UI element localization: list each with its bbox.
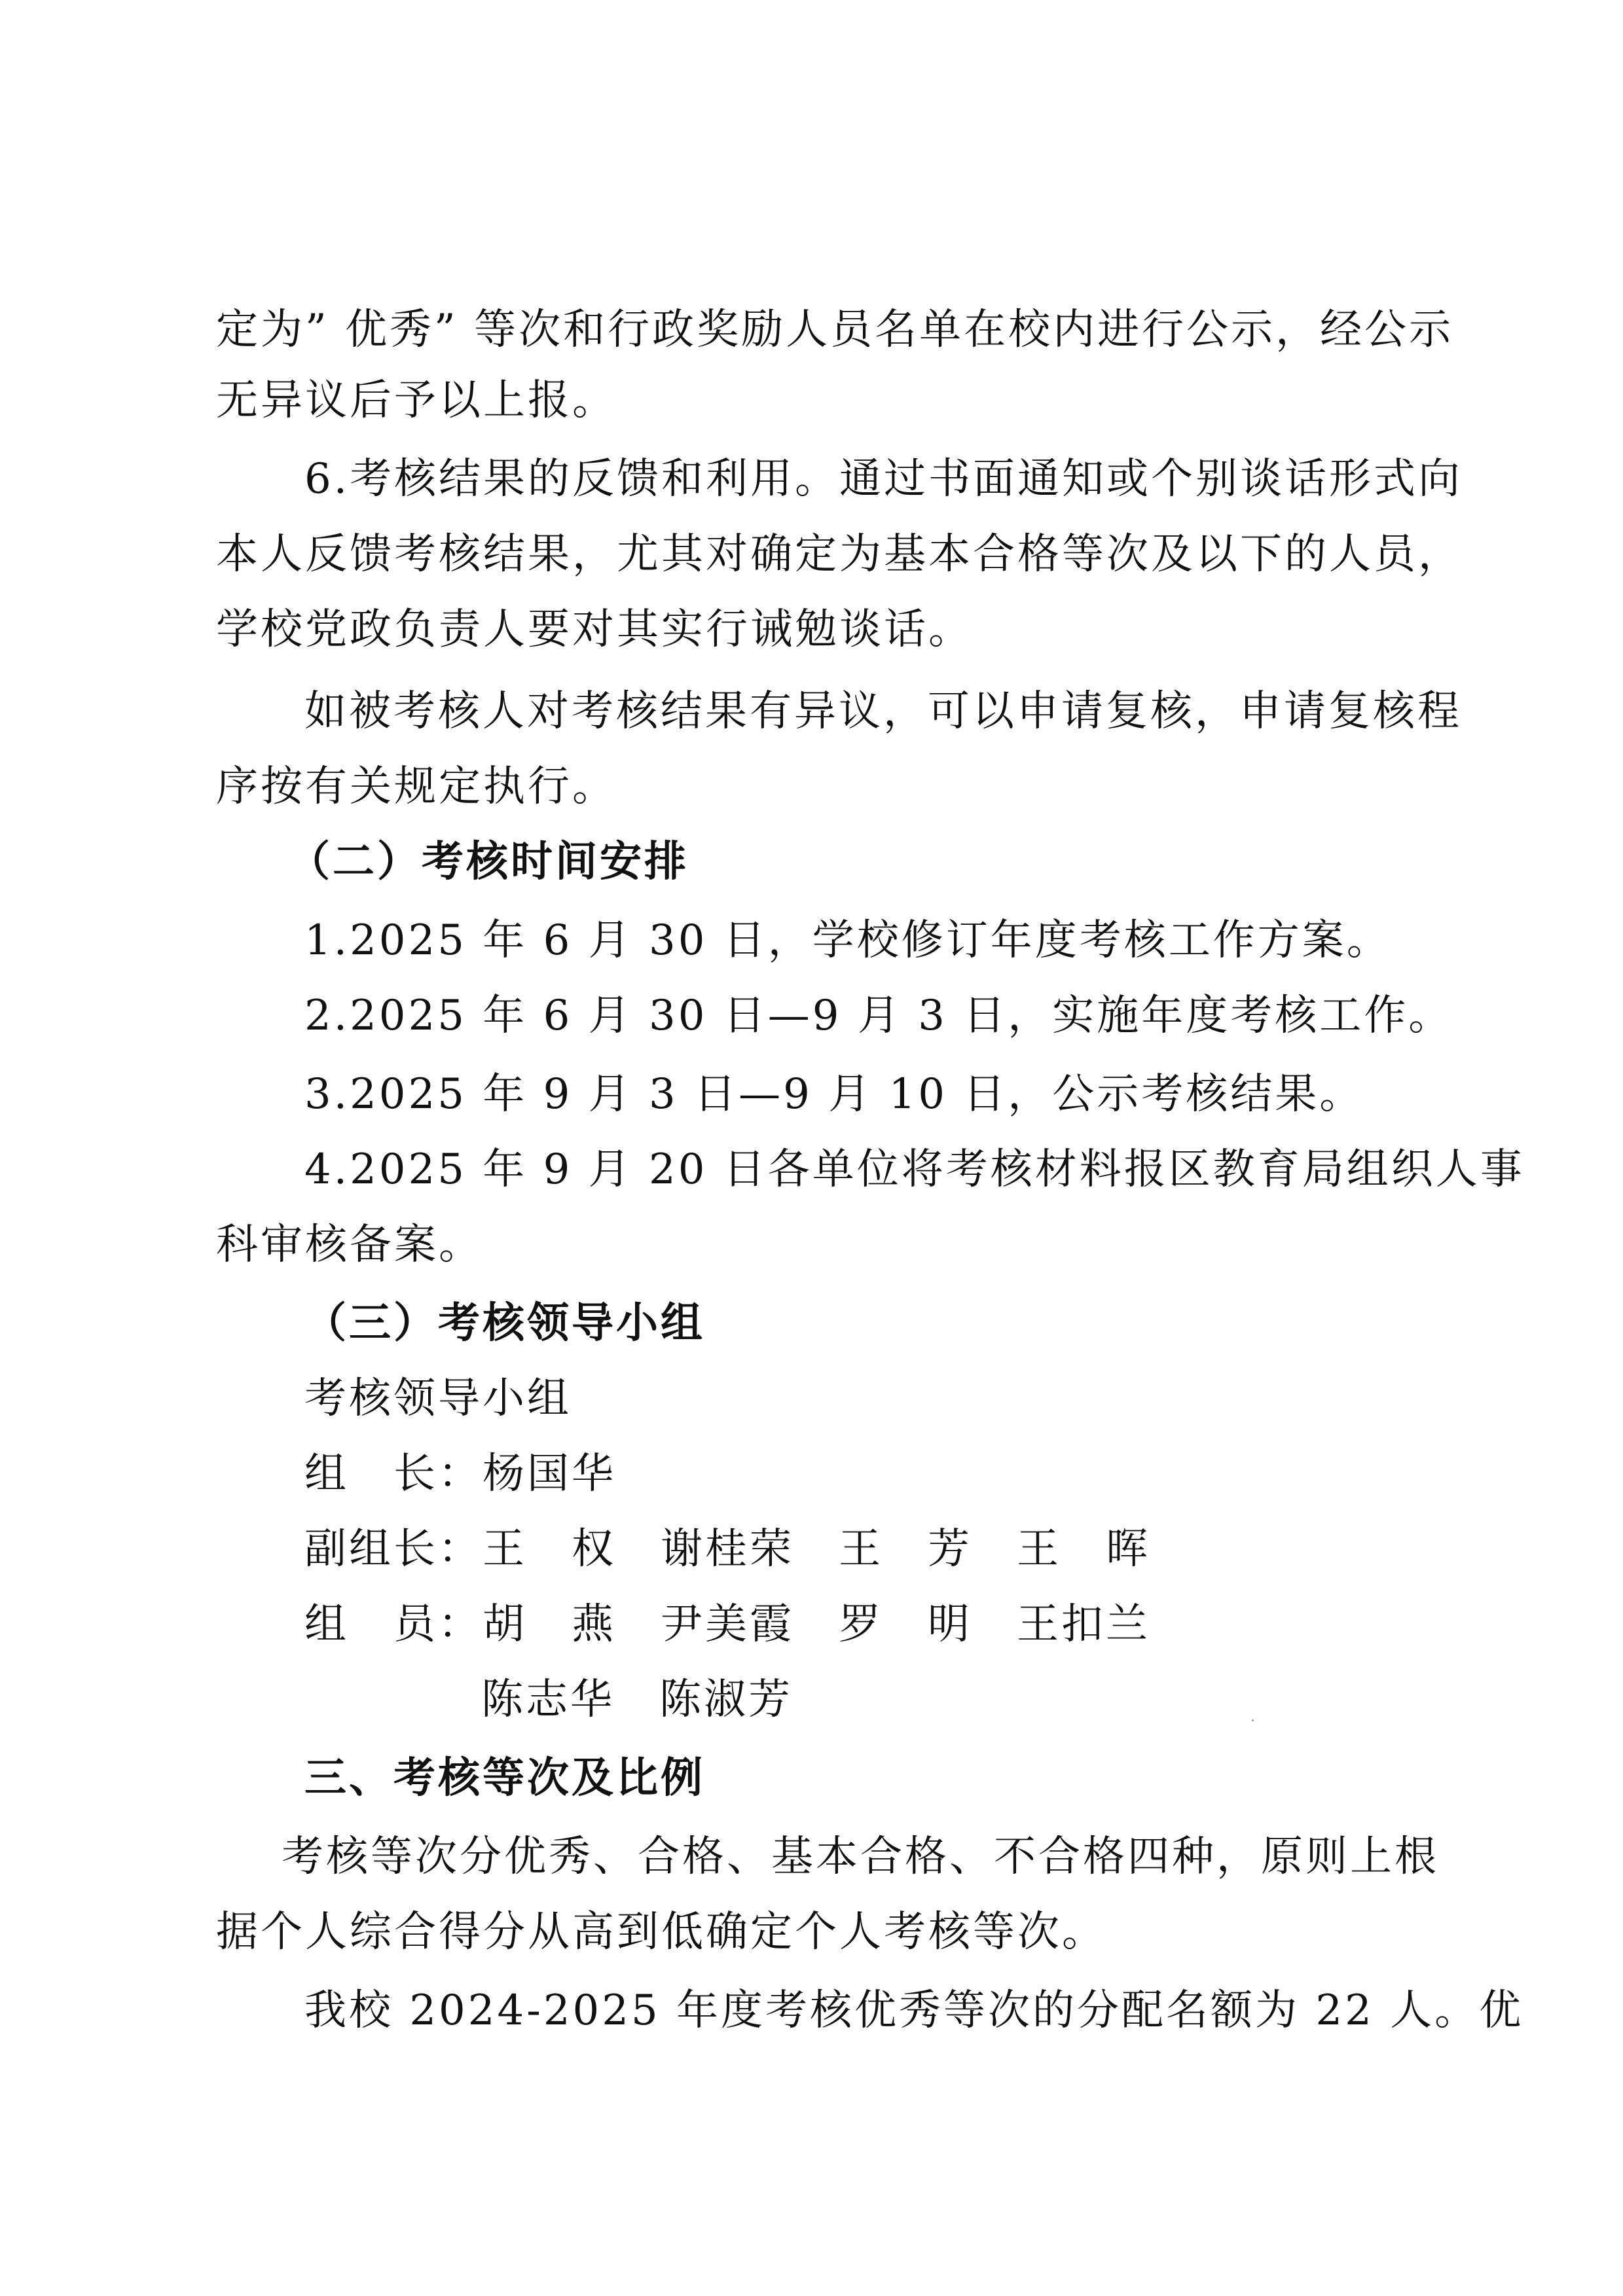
- section-heading: （二）考核时间安排: [288, 838, 689, 886]
- text-line: 考核领导小组: [304, 1374, 572, 1423]
- text-line: 据个人综合得分从高到低确定个人考核等次。: [216, 1908, 1106, 1956]
- text-line: 学校党政负责人要对其实行诫勉谈话。: [216, 605, 973, 654]
- section-heading: 三、考核等次及比例: [304, 1754, 705, 1803]
- text-line: 2.2025 年 6 月 30 日—9 月 3 日，实施年度考核工作。: [304, 992, 1453, 1040]
- scan-speck: [1252, 1719, 1254, 1721]
- text-line: 定为” 优秀” 等次和行政奖励人员名单在校内进行公示，经公示: [216, 306, 1454, 354]
- text-line: 4.2025 年 9 月 20 日各单位将考核材料报区教育局组织人事: [304, 1145, 1525, 1194]
- text-line: 如被考核人对考核结果有异议，可以申请复核，申请复核程: [304, 687, 1462, 736]
- text-line: 无异议后予以上报。: [216, 376, 617, 425]
- text-line: 副组长：王 权 谢桂荣 王 芳 王 晖: [304, 1525, 1150, 1573]
- text-line: 陈志华 陈淑芳: [481, 1676, 793, 1724]
- text-line: 本人反馈考核结果，尤其对确定为基本合格等次及以下的人员，: [216, 530, 1463, 579]
- text-line: 1.2025 年 6 月 30 日，学校修订年度考核工作方案。: [304, 916, 1391, 965]
- text-line: 6.考核结果的反馈和利用。通过书面通知或个别谈话形式向: [304, 455, 1463, 503]
- section-heading: （三）考核领导小组: [304, 1299, 705, 1348]
- text-line: 考核等次分优秀、合格、基本合格、不合格四种，原则上根: [282, 1833, 1439, 1881]
- text-line: 组 长：杨国华: [304, 1450, 616, 1498]
- text-line: 序按有关规定执行。: [216, 762, 617, 811]
- text-line: 组 员：胡 燕 尹美霞 罗 明 王扣兰: [304, 1600, 1150, 1649]
- text-line: 3.2025 年 9 月 3 日—9 月 10 日，公示考核结果。: [304, 1070, 1364, 1119]
- text-line: 我校 2024-2025 年度考核优秀等次的分配名额为 22 人。优: [304, 1986, 1524, 2035]
- text-line: 科审核备案。: [216, 1221, 483, 1269]
